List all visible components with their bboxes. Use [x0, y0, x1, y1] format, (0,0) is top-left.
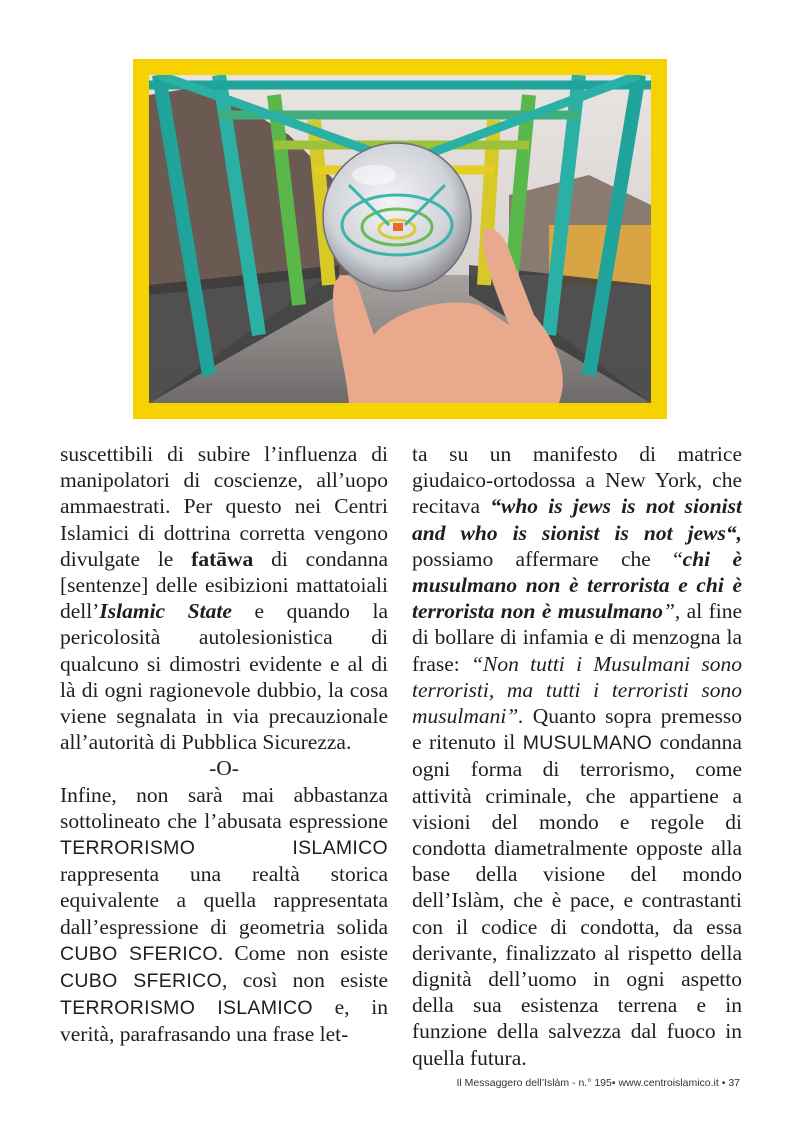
right-text-column: [412, 441, 742, 1071]
paragraph: ta su un manifesto di matrice giudaico-ortodossa a New York, che recitava “who is jews is not sionist and who is sionist is not jews“, possiamo affermare che “chi è musulmano non è terrorista e chi è terrorista non è musulmano”, al fine di bollare di infamia e di menzogna la frase: “Non tutti i Musulmani sono terroristi, ma tutti i terroristi sono musulmani”. Quanto sopra premesso e ritenuto il MUSULMANO condanna ogni forma di terrorismo, come attività criminale, che appartiene a visioni del mondo e regole di condotta diametralmente opposte alla base della visione del mondo dell’Islàm, che è pace, e contrastanti con il codice di condotta, da essa derivante, finalizzato al rispetto della dignità dell’uomo in ogni aspetto della sua esistenza terrena e in funzione della salvezza dal fuoco in quella futura.: [412, 442, 743, 1070]
page-footer: Il Messaggero dell’Islàm - n.° 195• www.centroislamico.it • 37: [456, 1077, 740, 1089]
paragraph: suscettibili di subire l’influenza di manipolatori di coscienze, all’uopo ammaestrati. Per questo nei Centri Islamici di dottrina corretta vengono divulgate le fatāwa di condanna [sentenze] delle esibizioni mattatoiali dell’Islamic State e quando la pericolosità autolesionistica di qualcuno si dimostri evidente e al di là di ogni ragionevole dubbio, la cosa viene segnalata in via precauzionale all’autorità di Pubblica Sicurezza.: [60, 442, 388, 755]
crystal-ball-bridge-image: [149, 75, 651, 403]
paragraph: Infine, non sarà mai abbastanza sottolineato che l’abusata espressione TERRORISMO ISLAMICO rappresenta una realtà storica equivalente a quella rappresentata dall’espressione di geometria solida CUBO SFERICO. Come non esiste CUBO SFERICO, così non esiste TERRORISMO ISLAMICO e, in verità, parafrasando una frase let-: [60, 782, 389, 1047]
section-separator: -O-: [209, 756, 239, 781]
photo-frame: [133, 59, 667, 419]
left-text-column: [60, 441, 388, 1048]
